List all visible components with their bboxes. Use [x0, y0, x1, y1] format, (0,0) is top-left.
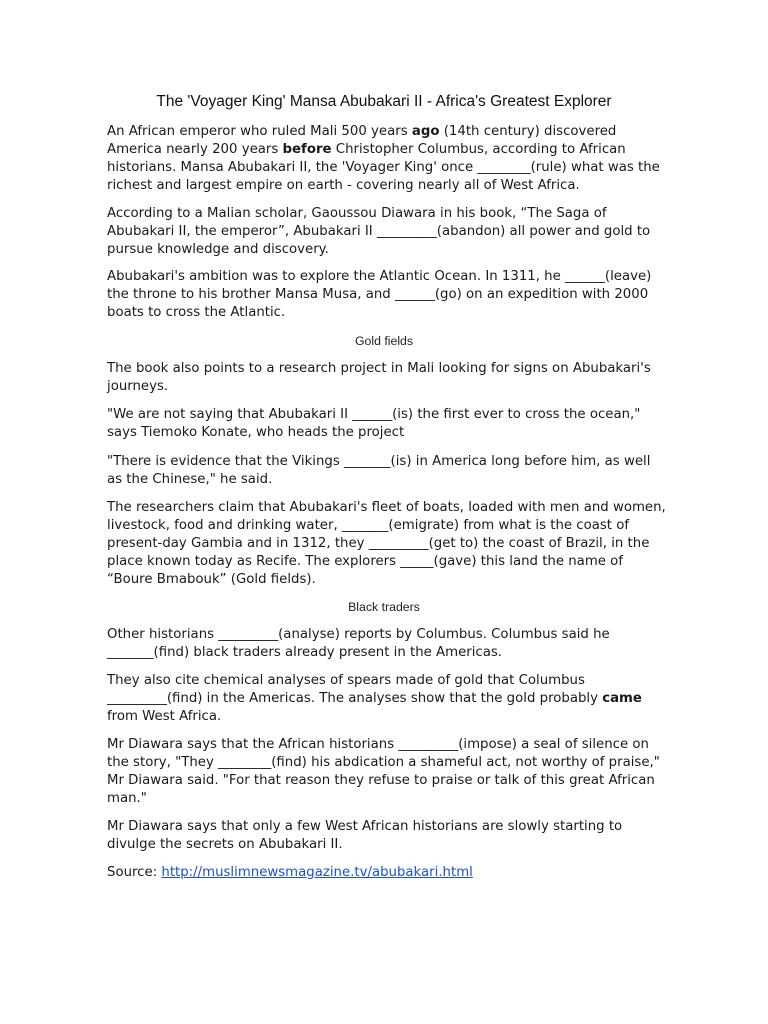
paragraph-diawara-book: According to a Malian scholar, Gaoussou Diawara in his book, “The Saga of Abubakari II, the emperor”, Abubakari II _________(abandon) all power and gold to pursue knowledge and discovery. — [107, 206, 651, 257]
intro-bold-ago: ago — [411, 124, 440, 139]
heading-gold-fields: Gold fields — [354, 334, 414, 348]
paragraph-seal-of-silence: Mr Diawara says that the African historians _________(impose) a seal of silence on the story, "They ________(find) his abdication a shameful act, not worthy of praise," Mr Diawara said. "For that reason they refuse to praise or talk of this great African man." — [107, 737, 660, 806]
paragraph-ambition: Abubakari's ambition was to explore the Atlantic Ocean. In 1311, he ______(leave) the throne to his brother Mansa Musa, and ______(go) on an expedition with 2000 boats to cross the Atlantic. — [107, 269, 652, 320]
paragraph-researchers-claim: The researchers claim that Abubakari's fleet of boats, loaded with men and women, livestock, food and drinking water, _______(emigrate) from what is the coast of present-day Gambia and in 1312, they _________(get to) the coast of Brazil, in the place known today as Recife. The explorers _____(gave) this land the name of “Boure Bmabouk” (Gold fields). — [107, 500, 666, 587]
heading-black-traders: Black traders — [348, 600, 420, 614]
paragraph-research-project: The book also points to a research project in Mali looking for signs on Abubakari's journeys. — [107, 361, 651, 394]
source-line — [107, 864, 667, 882]
intro-text-d: Christopher Columbus, according to African historians. Mansa Abubakari II, the 'Voyager King' once ________(rule) what was the richest and largest empire on earth - covering nearly all of West Africa. — [107, 142, 660, 193]
source-link[interactable]: http://muslimnewsmagazine.tv/abubakari.html — [161, 865, 473, 880]
analyses-bold-came: came — [602, 691, 642, 706]
paragraph-vikings: "There is evidence that the Vikings _______(is) in America long before him, as well as the Chinese," he said. — [107, 454, 651, 487]
paragraph-intro — [107, 123, 667, 195]
paragraph-chemical-analyses — [107, 672, 667, 726]
intro-text-a: An African emperor who ruled Mali 500 years — [107, 124, 412, 139]
document-title: The 'Voyager King' Mansa Abubakari II - Africa's Greatest Explorer — [156, 93, 612, 110]
intro-text-c: (14th century) discovered America nearly 200 years — [107, 124, 617, 157]
intro-bold-before: before — [282, 142, 332, 157]
analyses-text-c: from West Africa. — [107, 709, 222, 724]
paragraph-quote-konate: "We are not saying that Abubakari II ______(is) the first ever to cross the ocean," says Tiemoko Konate, who heads the project — [107, 407, 641, 440]
paragraph-slowly-divulge: Mr Diawara says that only a few West African historians are slowly starting to divulge the secrets on Abubakari II. — [107, 819, 623, 852]
source-label: Source: — [107, 865, 162, 880]
analyses-text-a: They also cite chemical analyses of spears made of gold that Columbus _________(find) in the Americas. The analyses show that the gold probably — [107, 673, 603, 706]
paragraph-other-historians: Other historians _________(analyse) reports by Columbus. Columbus said he _______(find) black traders already present in the Americas. — [107, 627, 610, 660]
